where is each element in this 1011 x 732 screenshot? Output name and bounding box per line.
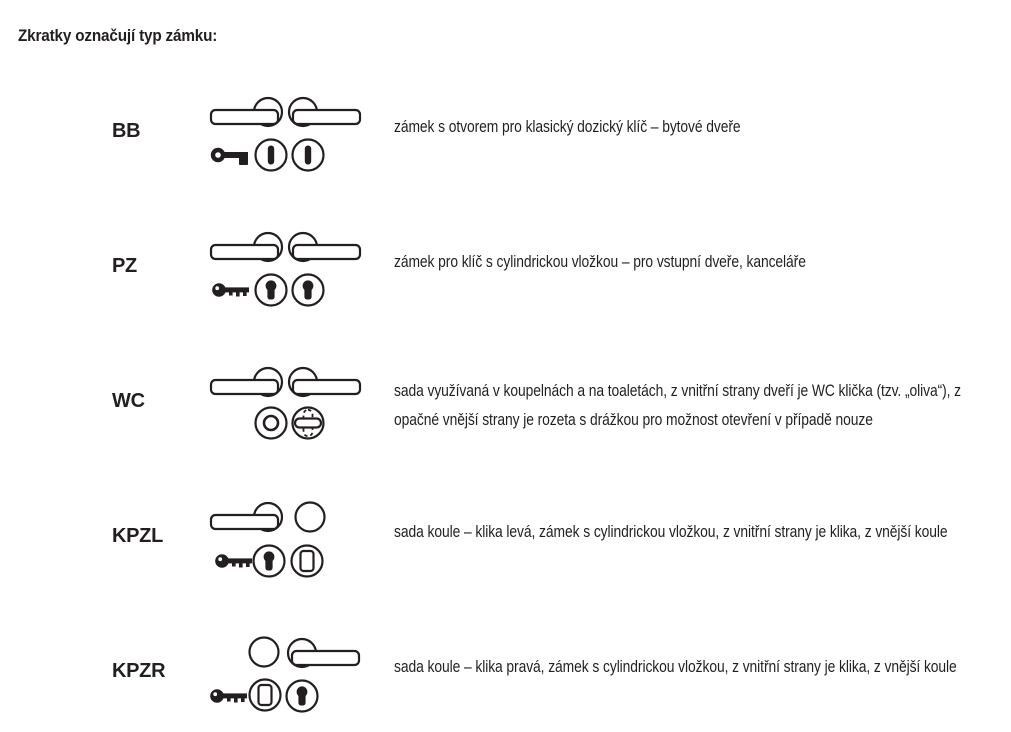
cylinder-keyhole-rosette-icon (254, 546, 285, 577)
lever-handle-right-icon (289, 98, 360, 126)
lever-handle-right-icon (289, 368, 360, 396)
cylinder-keyhole-rosette-icon (256, 275, 287, 306)
lock-type-row-kpzr (0, 635, 1011, 717)
lock-type-row-kpzl (0, 500, 1011, 582)
lock-hardware-illustration (203, 230, 373, 312)
door-knob-icon (250, 638, 279, 667)
lock-description: zámek s otvorem pro klasický dozický klíč – bytové dveře (394, 118, 741, 136)
cylinder-key-icon (215, 554, 252, 568)
lock-code-label: BB (112, 120, 141, 142)
classic-keyhole-rosette-icon (256, 140, 287, 171)
lock-hardware-illustration (203, 95, 373, 177)
lock-code-label: KPZR (112, 660, 166, 682)
lock-hardware-illustration (203, 500, 373, 582)
lock-hardware-illustration (203, 365, 373, 447)
lever-handle-left-icon (211, 98, 282, 126)
emergency-groove-rosette-icon (256, 408, 287, 439)
cylinder-key-icon (212, 283, 249, 297)
cylinder-keyhole-rosette-icon (293, 275, 324, 306)
lever-handle-right-icon (288, 639, 359, 667)
lever-handle-left-icon (211, 368, 282, 396)
lock-type-row-wc (0, 365, 1011, 447)
lock-type-row-bb (0, 95, 1011, 177)
blind-cylinder-rosette-icon (292, 546, 323, 577)
lock-type-row-pz (0, 230, 1011, 312)
lock-description: sada koule – klika levá, zámek s cylindrickou vložkou, z vnitřní strany je klika, z vnější koule (394, 523, 948, 541)
lock-code-label: WC (112, 390, 145, 412)
lock-code-label: KPZL (112, 525, 164, 547)
wc-oliva-turn-knob-icon (293, 408, 324, 439)
blind-cylinder-rosette-icon (250, 680, 281, 711)
lock-code-label: PZ (112, 255, 137, 277)
page-title: Zkratky označují typ zámku: (18, 26, 218, 45)
lever-handle-right-icon (289, 233, 360, 261)
lock-description: zámek pro klíč s cylindrickou vložkou – pro vstupní dveře, kanceláře (394, 253, 806, 271)
lock-description: sada koule – klika pravá, zámek s cylindrickou vložkou, z vnitřní strany je klika, z vnější koule (394, 658, 957, 676)
classic-bit-key-icon (213, 150, 248, 165)
lever-handle-left-icon (211, 233, 282, 261)
cylinder-key-icon (210, 689, 247, 703)
lock-description: sada využívaná v koupelnách a na toaletách, z vnitřní strany dveří je WC klička (tzv. „oliva“), z opačné vnější strany je rozeta s drážkou pro možnost otevření v případě nouze (394, 382, 962, 429)
cylinder-keyhole-rosette-icon (287, 681, 318, 712)
lock-hardware-illustration (203, 635, 373, 717)
lever-handle-left-icon (211, 503, 282, 531)
classic-keyhole-rosette-icon (293, 140, 324, 171)
door-knob-icon (296, 503, 325, 532)
